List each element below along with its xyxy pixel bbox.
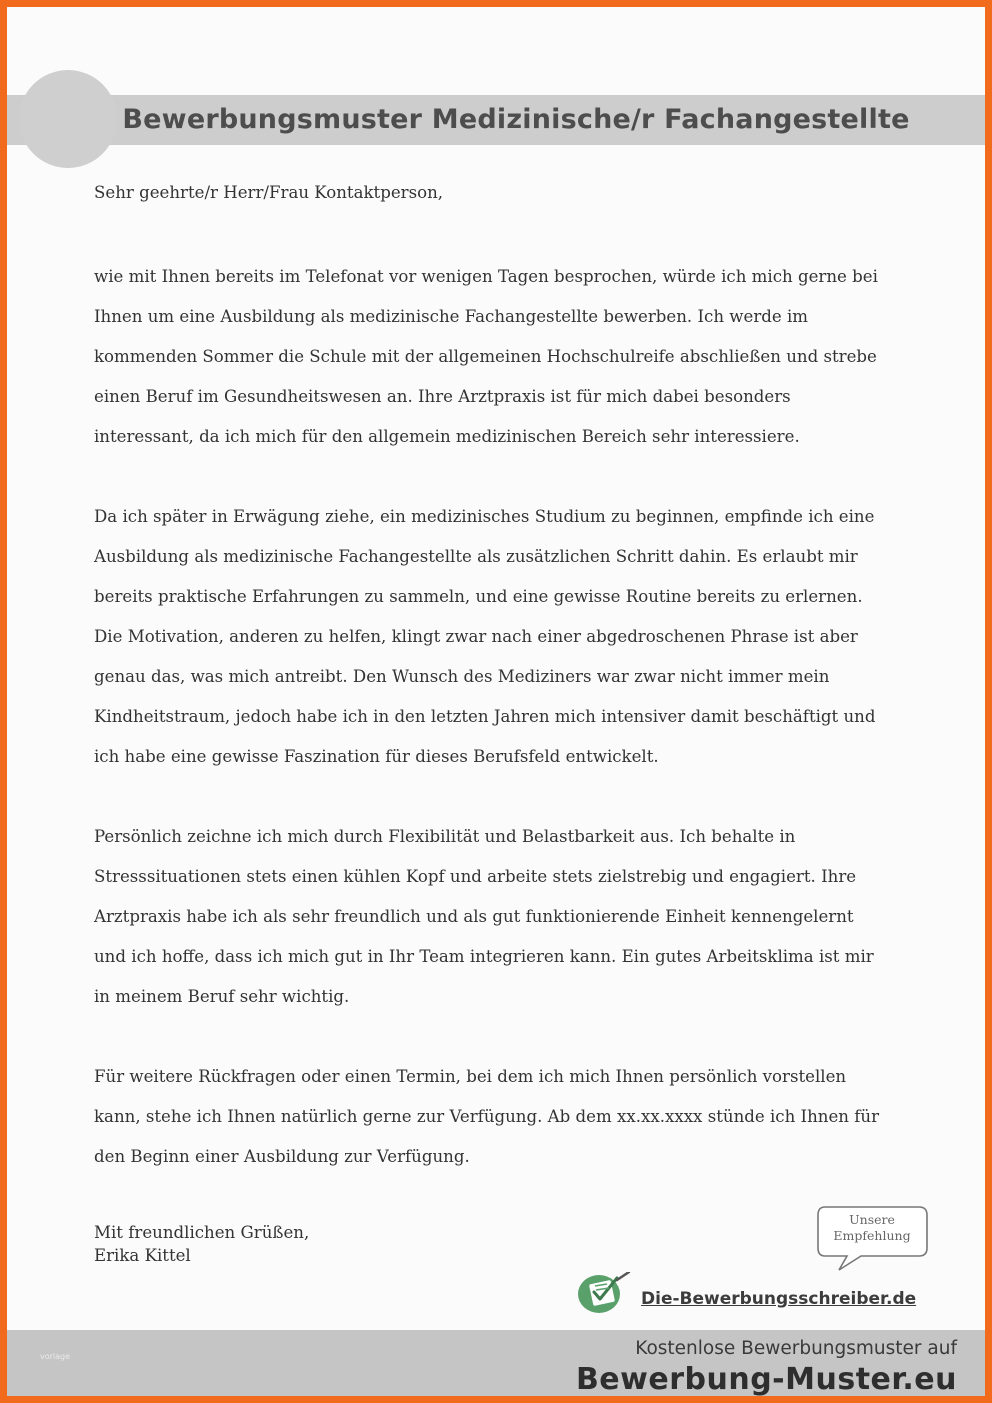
- paragraph-line: Da ich später in Erwägung ziehe, ein medizinisches Studium zu beginnen, empfinde ich eine: [94, 507, 875, 526]
- paragraph-line: Persönlich zeichne ich mich durch Flexibilität und Belastbarkeit aus. Ich behalte in: [94, 827, 796, 846]
- letter-body: [94, 177, 914, 1177]
- paragraph-line: Die Motivation, anderen zu helfen, klingt zwar nach einer abgedroschenen Phrase ist aber: [94, 627, 858, 646]
- spacer: [94, 457, 914, 497]
- paragraph-line: interessant, da ich mich für den allgemein medizinischen Bereich sehr interessiere.: [94, 427, 800, 446]
- recommendation-line: Empfehlung: [833, 1228, 911, 1243]
- recommendation-text: [817, 1212, 927, 1244]
- paragraph-line: Ihnen um eine Ausbildung als medizinische Fachangestellte bewerben. Ich werde im: [94, 307, 809, 326]
- paragraph-line: und ich hoffe, dass ich mich gut in Ihr Team integrieren kann. Ein gutes Arbeitsklima ist mir: [94, 947, 874, 966]
- paragraph-line: einen Beruf im Gesundheitswesen an. Ihre Arztpraxis ist für mich dabei besonders: [94, 387, 791, 406]
- checkmark-document-icon: [577, 1272, 631, 1314]
- closing-phrase: Mit freundlichen Grüßen,: [94, 1223, 310, 1242]
- spacer: [94, 777, 914, 817]
- brand-link[interactable]: Die-Bewerbungsschreiber.de: [641, 1289, 917, 1309]
- paragraph-line: ich habe eine gewisse Faszination für dieses Berufsfeld entwickelt.: [94, 747, 659, 766]
- paragraph-line: Ausbildung als medizinische Fachangestellte als zusätzlichen Schritt dahin. Es erlaubt mir: [94, 547, 858, 566]
- spacer: [94, 1017, 914, 1057]
- paragraph-line: Kindheitstraum, jedoch habe ich in den letzten Jahren mich intensiver damit beschäftigt und: [94, 707, 876, 726]
- paragraph-line: den Beginn einer Ausbildung zur Verfügung.: [94, 1147, 470, 1166]
- footer-band: [7, 1330, 985, 1396]
- letter-paragraph: [94, 257, 914, 457]
- letter-paragraph: [94, 497, 914, 777]
- footer-tagline: Kostenlose Bewerbungsmuster auf: [635, 1338, 957, 1359]
- letter-paragraph: [94, 1057, 914, 1177]
- recommendation-bubble: [817, 1206, 927, 1266]
- paragraph-line: bereits praktische Erfahrungen zu sammeln, und eine gewisse Routine bereits zu erlernen.: [94, 587, 863, 606]
- page-title: Bewerbungsmuster Medizinische/r Fachangestellte: [122, 104, 910, 135]
- paragraph-line: Stresssituationen stets einen kühlen Kopf und arbeite stets zielstrebig und engagiert. Ihre: [94, 867, 857, 886]
- paragraph-line: genau das, was mich antreibt. Den Wunsch des Mediziners war zwar nicht immer mein: [94, 667, 830, 686]
- paragraph-line: Arztpraxis habe ich als sehr freundlich und als gut funktionierende Einheit kennengelernt: [94, 907, 854, 926]
- paragraph-line: wie mit Ihnen bereits im Telefonat vor wenigen Tagen besprochen, würde ich mich gerne bei: [94, 267, 878, 286]
- paragraph-line: kann, stehe ich Ihnen natürlich gerne zur Verfügung. Ab dem xx.xx.xxxx stünde ich Ihnen für: [94, 1107, 880, 1126]
- letter-salutation: Sehr geehrte/r Herr/Frau Kontaktperson,: [94, 183, 444, 202]
- paragraph-line: Für weitere Rückfragen oder einen Termin, bei dem ich mich Ihnen persönlich vorstellen: [94, 1067, 847, 1086]
- paragraph-line: kommenden Sommer die Schule mit der allgemeinen Hochschulreife abschließen und strebe: [94, 347, 877, 366]
- footer-small-label: vorlage: [40, 1352, 71, 1361]
- brand-block: [577, 1272, 917, 1314]
- document-page: [7, 7, 985, 1396]
- spacer: [94, 209, 914, 257]
- letter-paragraph: [94, 817, 914, 1017]
- recommendation-line: Unsere: [849, 1212, 895, 1227]
- letter-closing: [94, 1221, 309, 1267]
- paragraph-line: in meinem Beruf sehr wichtig.: [94, 987, 350, 1006]
- signature-name: Erika Kittel: [94, 1246, 191, 1265]
- footer-site-name[interactable]: Bewerbung-Muster.eu: [575, 1362, 957, 1396]
